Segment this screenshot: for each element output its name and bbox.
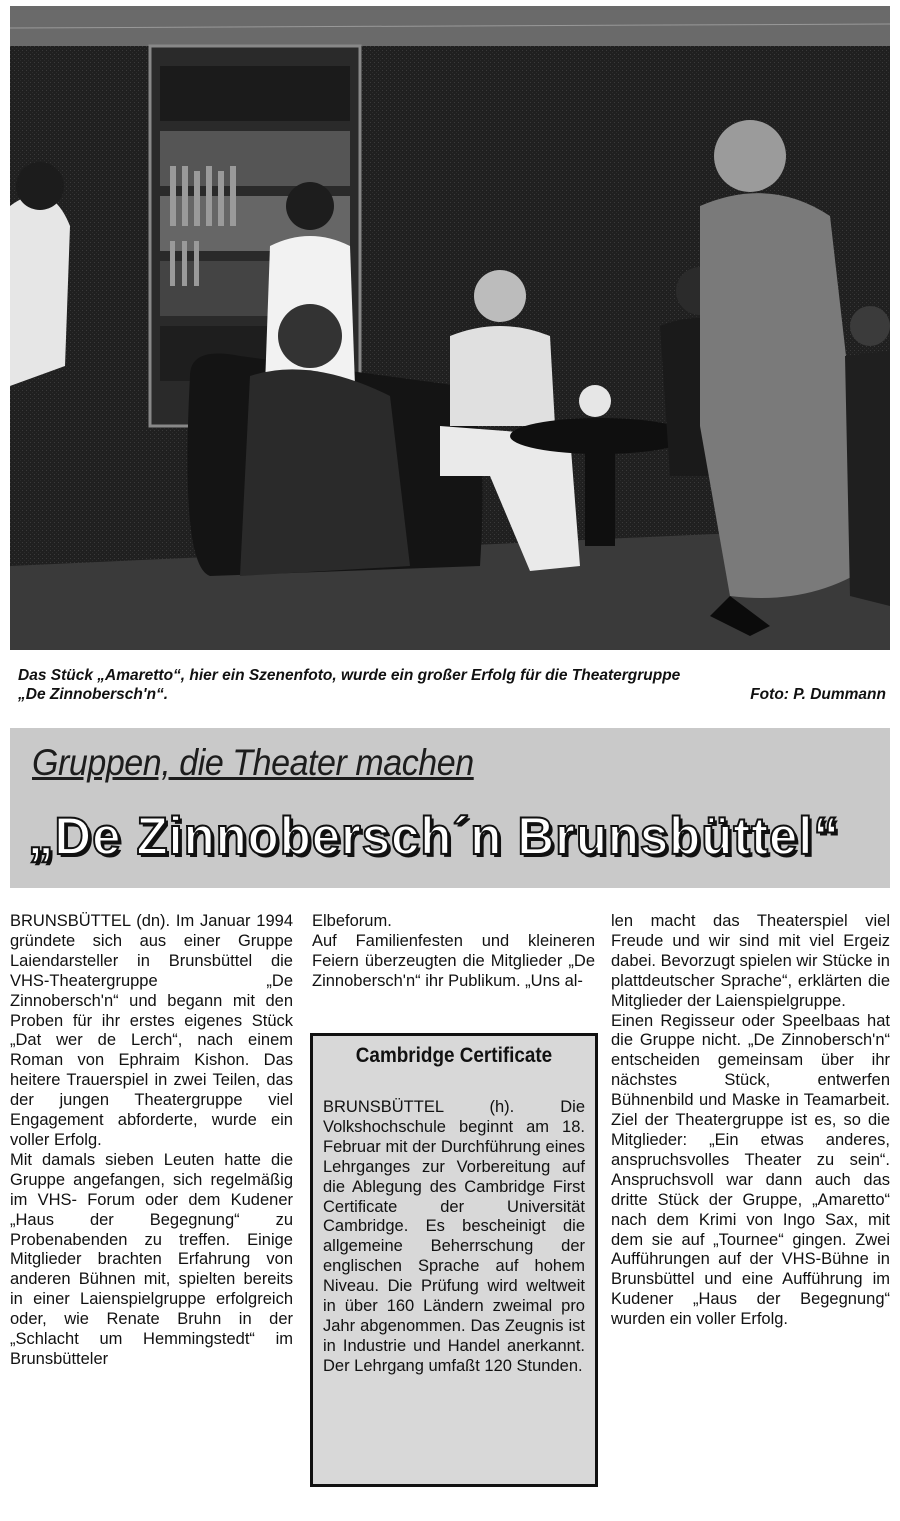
article-column-3 bbox=[611, 912, 890, 1330]
article-paragraph: Auf Familienfesten und kleineren Feiern überzeugten die Mitglieder „De Zinnobersch'n“ ihr Publikum. „Uns al- bbox=[312, 931, 595, 990]
theater-scene-photo bbox=[10, 6, 890, 650]
sidebar-box-title: Cambridge Certificate bbox=[355, 1044, 553, 1067]
article-paragraph: BRUNSBÜTTEL (dn). Im Januar 1994 gründete sich aus einer Gruppe Laiendarsteller in Brunsbüttel die VHS-Theatergruppe „De Zinnobersch'n“ und begann mit den Proben für ihr erstes eigenes Stück „Dat wer de Lerch“, nach einem Roman von Ephraim Kishon. Das heitere Trauerspiel in zwei Teilen, das der jungen Theatergruppe viel Engagement abforderte, wurde ein voller Erfolg. bbox=[10, 912, 293, 1149]
photo-caption bbox=[18, 666, 886, 704]
headline-block bbox=[10, 728, 890, 888]
caption-line-2: „De Zinnobersch'n“. bbox=[18, 686, 169, 703]
headline-title: „De Zinnobersch´n Brunsbüttel“ bbox=[28, 807, 840, 866]
sidebar-box bbox=[310, 1033, 598, 1487]
article-column-1 bbox=[10, 912, 293, 1370]
caption-line-1: Das Stück „Amaretto“, hier ein Szenenfoto, wurde ein großer Erfolg für die Theatergruppe bbox=[18, 667, 681, 684]
headline-kicker: Gruppen, die Theater machen bbox=[32, 742, 474, 783]
article-paragraph: len macht das Theaterspiel viel Freude und wir sind mit viel Ergeiz dabei. Bevorzugt spielen wir Stücke in plattdeutscher Sprache“, erklärten die Mitglieder der Laienspielgruppe. bbox=[611, 912, 890, 1010]
article-paragraph: Elbeforum. bbox=[312, 912, 392, 930]
article-paragraph: Einen Regisseur oder Speelbaas hat die Gruppe nicht. „De Zinnobersch'n“ entscheiden gemeinsam über ihr nächstes Stück, entwerfen Bühnenbild und Maske in Teamarbeit. Ziel der Theatergruppe ist es, so die Mitglieder: „Ein etwas anderes, anspruchsvolles Theater zu sein“. Anspruchsvoll war dann auch das dritte Stück der Gruppe, „Amaretto“ nach dem Krimi von Ingo Sax, mit dem sie auf „Tournee“ gingen. Zwei Aufführungen auf der VHS-Bühne in Brunsbüttel und eine Aufführung im Kudener „Haus der Begegnung“ wurden ein voller Erfolg. bbox=[611, 1011, 890, 1329]
photo-credit: Foto: P. Dummann bbox=[750, 686, 886, 703]
sidebar-box-text: BRUNSBÜTTEL (h). Die Volkshochschule beginnt am 18. Februar mit der Durchführung eines Lehrganges zur Vorbereitung auf die Ablegung des Cambridge First Certificate der Universität Cambridge. Es bescheinigt die allgemeine Beherrschung der englischen Sprache auf hohem Niveau. Die Prüfung wird weltweit in über 160 Ländern zweimal pro Jahr abgenommen. Das Zeugnis ist in Industrie und Handel anerkannt. Der Lehrgang umfaßt 120 Stunden. bbox=[323, 1098, 585, 1375]
photo-illustration bbox=[10, 6, 890, 650]
article-paragraph: Mit damals sieben Leuten hatte die Gruppe angefangen, sich regelmäßig im VHS- Forum oder dem Kudener „Haus der Begegnung“ zu Probenabenden zu treffen. Einige Mitglieder brachten Erfahrung von anderen Bühnen mit, spielten bereits in einer Laienspielgruppe erfolgreich oder, wie Renate Bruhn in der „Schlacht um Hemmingstedt“ im Brunsbütteler bbox=[10, 1150, 293, 1368]
article-column-2 bbox=[312, 912, 595, 992]
